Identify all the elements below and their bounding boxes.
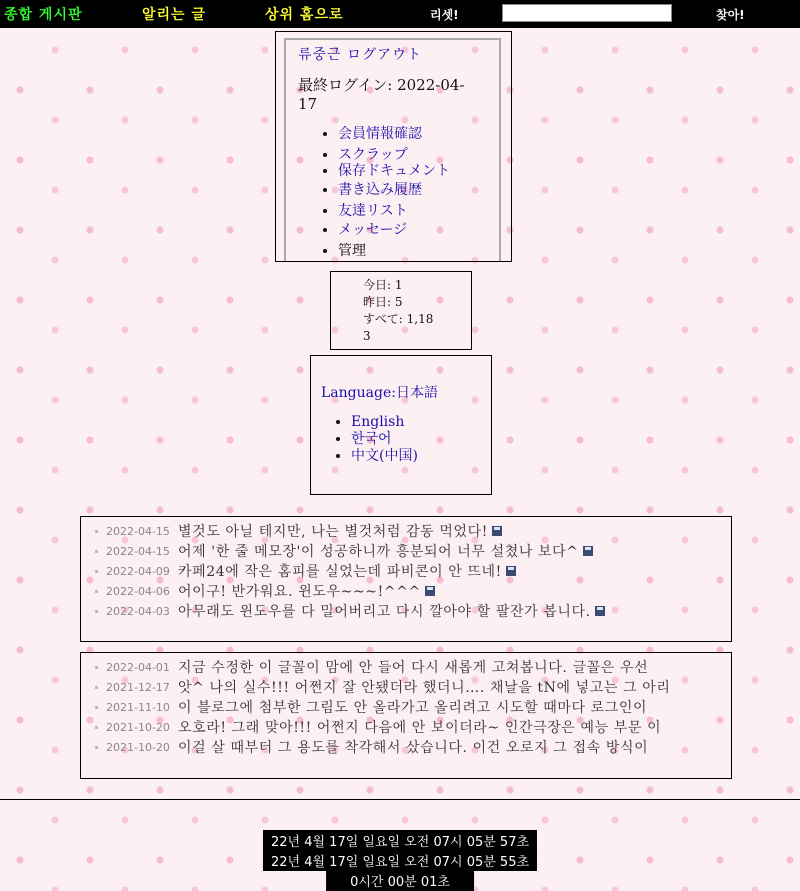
menu-saved-docs[interactable] xyxy=(338,162,450,181)
language-option-label[interactable]: 中文(中国) xyxy=(351,448,418,464)
visitor-counter xyxy=(330,271,472,350)
last-login-date: 2022-04- xyxy=(397,76,465,94)
recent-comments-panel xyxy=(80,652,732,779)
floppy-disk-icon xyxy=(595,606,605,616)
floppy-disk-icon xyxy=(425,586,435,596)
counter-yesterday: 昨日: 5 xyxy=(363,295,403,309)
comment-date: 2021-11-10 xyxy=(106,700,170,714)
reset-button[interactable]: 리셋! xyxy=(430,8,459,22)
comment-date: 2022-04-01 xyxy=(106,660,170,674)
comment-text[interactable]: 이 블로그에 첨부한 그림도 안 올라가고 올리려고 시도할 때마다 로그인이 xyxy=(178,700,648,716)
bullet-icon xyxy=(95,590,98,593)
language-option-label[interactable]: 한국어 xyxy=(351,431,392,447)
counter-total: すべて: 1,18 xyxy=(363,312,434,326)
clock-elapsed: 0시간 00분 01초 xyxy=(326,870,474,891)
language-title: Language:日本語 xyxy=(321,385,438,401)
bullet-icon xyxy=(95,726,98,729)
nav-home-link[interactable]: 상위 홈으로 xyxy=(265,7,344,23)
language-panel xyxy=(310,355,492,495)
comment-text[interactable]: 앗^ 나의 실수!!! 어쩐지 잘 안됐더라 했더니…. 채날을 tN에 넣고는 그 아리 xyxy=(178,680,671,696)
language-chinese[interactable] xyxy=(351,448,418,465)
bullet-icon xyxy=(95,746,98,749)
comment-text[interactable]: 오호라! 그래 맞아!!! 어쩐지 다음에 안 보이더라~ 인간극장은 예능 부문 이 xyxy=(178,720,662,736)
bullet-icon xyxy=(95,686,98,689)
post-row[interactable] xyxy=(81,541,593,561)
search-button[interactable]: 찾아! xyxy=(716,8,745,22)
bullet-icon xyxy=(95,550,98,553)
language-list xyxy=(321,414,418,465)
menu-write-history[interactable] xyxy=(338,181,450,200)
bullet-icon xyxy=(95,530,98,533)
bullet-icon xyxy=(95,610,98,613)
menu-item-label[interactable]: 会員情報確認 xyxy=(338,126,422,142)
post-date: 2022-04-15 xyxy=(106,524,170,538)
floppy-disk-icon xyxy=(492,526,502,536)
clock-loaded: 22년 4월 17일 일요일 오전 07시 05분 55초 xyxy=(263,850,537,871)
floppy-disk-icon xyxy=(506,566,516,576)
post-title[interactable]: 별것도 아닐 테지만, 나는 별것처럼 감동 먹었다! xyxy=(178,524,488,540)
comment-text[interactable]: 이걸 살 때부터 그 용도를 착각해서 샀습니다. 이건 오로지 그 접속 방식이 xyxy=(178,740,649,756)
bullet-icon xyxy=(95,570,98,573)
post-title[interactable]: 카페24에 작은 홈피를 실었는데 파비콘이 안 뜨네! xyxy=(178,564,502,580)
comment-date: 2021-10-20 xyxy=(106,740,170,754)
comment-row[interactable] xyxy=(81,717,721,737)
recent-posts-panel xyxy=(80,516,732,642)
post-date: 2022-04-09 xyxy=(106,564,170,578)
comment-date: 2021-12-17 xyxy=(106,680,170,694)
comment-date: 2021-10-20 xyxy=(106,720,170,734)
comment-row[interactable] xyxy=(81,697,721,717)
language-option-label[interactable]: English xyxy=(351,414,405,430)
counter-text xyxy=(363,277,433,345)
comment-row[interactable] xyxy=(81,657,721,677)
clock-now: 22년 4월 17일 일요일 오전 07시 05분 57초 xyxy=(263,830,537,851)
post-row[interactable] xyxy=(81,581,435,601)
post-title[interactable]: 아무래도 윈도우를 다 밀어버리고 다시 깔아야 할 팔잔가 봅니다. xyxy=(178,604,591,620)
language-english[interactable] xyxy=(351,414,418,431)
user-name[interactable]: 류중근 xyxy=(298,47,342,63)
menu-member-info[interactable] xyxy=(338,125,450,144)
user-menu xyxy=(298,125,450,261)
language-korean[interactable] xyxy=(351,431,418,448)
post-title[interactable]: 어이구! 반가워요. 윈도우~~~!^^^ xyxy=(178,584,421,600)
nav-board-link[interactable]: 종합 게시판 xyxy=(4,7,83,23)
post-date: 2022-04-06 xyxy=(106,584,170,598)
last-login xyxy=(298,76,465,114)
counter-total-cont: 3 xyxy=(363,329,371,343)
menu-item-label[interactable]: 書き込み履歴 xyxy=(338,182,422,198)
post-title[interactable]: 어제 '한 줄 메모장'이 성공하니까 흥분되어 너무 설쳤나 보다^ xyxy=(178,544,579,560)
post-row[interactable] xyxy=(81,561,516,581)
floppy-disk-icon xyxy=(583,546,593,556)
menu-item-label[interactable]: スクラップ xyxy=(338,147,408,163)
nav-notice-link[interactable]: 알리는 글 xyxy=(142,7,206,23)
post-row[interactable] xyxy=(81,521,502,541)
comment-text[interactable]: 지금 수정한 이 글꼴이 맘에 안 들어 다시 새롭게 고쳐봅니다. 글꼴은 우선 xyxy=(178,660,649,676)
search-input[interactable] xyxy=(502,4,672,22)
menu-item-label[interactable]: メッセージ xyxy=(338,222,408,238)
post-row[interactable] xyxy=(81,601,605,621)
menu-friends[interactable] xyxy=(338,202,450,221)
counter-today: 今日: 1 xyxy=(363,278,403,292)
menu-item-label[interactable]: 管理 xyxy=(338,243,366,259)
comment-row[interactable] xyxy=(81,677,721,697)
menu-admin[interactable] xyxy=(338,242,450,261)
user-line xyxy=(298,44,422,64)
menu-messages[interactable] xyxy=(338,221,450,240)
top-nav-bar xyxy=(0,0,800,28)
footer-divider xyxy=(0,799,800,800)
comment-row[interactable] xyxy=(81,737,721,757)
user-panel xyxy=(275,31,512,262)
bullet-icon xyxy=(95,666,98,669)
menu-item-label[interactable]: 友達リスト xyxy=(338,203,408,219)
logout-link[interactable]: ログアウト xyxy=(347,47,423,63)
last-login-label: 最終ログイン: xyxy=(298,76,393,94)
last-login-date-cont: 17 xyxy=(298,95,318,113)
post-date: 2022-04-15 xyxy=(106,544,170,558)
menu-item-label[interactable]: 保存ドキュメント xyxy=(338,163,450,179)
bullet-icon xyxy=(95,706,98,709)
post-date: 2022-04-03 xyxy=(106,604,170,618)
